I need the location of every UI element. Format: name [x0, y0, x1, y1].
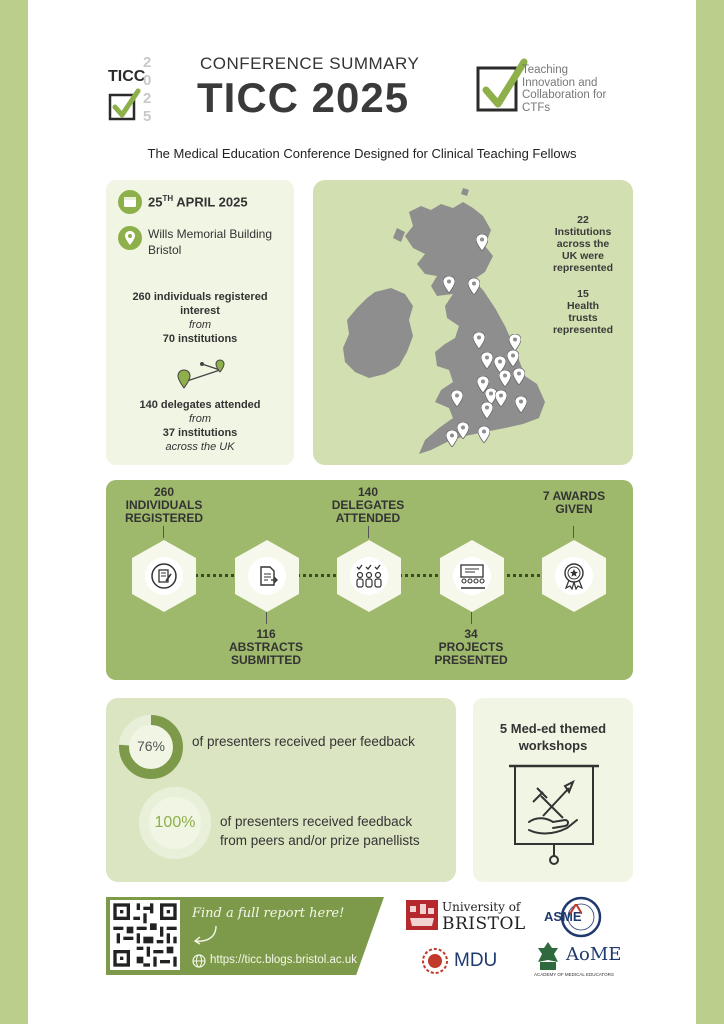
map-pin-icon: [509, 334, 521, 351]
conference-description: The Medical Education Conference Designed for Clinical Teaching Fellows: [147, 146, 577, 161]
ticc-logo: [108, 54, 158, 126]
curved-arrow-icon: [192, 924, 220, 946]
workshops-card: [473, 698, 633, 882]
map-pin-icon: [457, 422, 469, 439]
globe-icon: [192, 954, 206, 968]
qr-code-icon[interactable]: [110, 900, 180, 970]
mdu-text: MDU: [454, 950, 498, 971]
institutions-represented-stat: [545, 214, 621, 274]
logo-digit-4: 5: [143, 108, 152, 125]
map-card: [313, 180, 633, 465]
report-cta[interactable]: Find a full report here!: [192, 906, 345, 921]
tick-line: [471, 612, 472, 624]
timeline-label-awards: [520, 490, 628, 516]
presentation-board-icon: [457, 563, 487, 589]
checkbox-tick-icon: [108, 87, 142, 123]
map-pin-icon: [476, 234, 488, 251]
tick-line: [163, 526, 164, 538]
stat1-line-1: Institutions: [554, 226, 612, 238]
registration-form-icon: [151, 563, 177, 589]
date-month-year: APRIL 2025: [173, 194, 248, 210]
peer-feedback-percent: 76%: [136, 738, 166, 754]
tagline-line-1: Teaching: [522, 64, 569, 76]
bristol-line-1: University of: [442, 900, 521, 914]
map-pin-icon: [499, 370, 511, 387]
timeline-label-projects: [417, 628, 525, 667]
mdu-logo: [422, 946, 506, 978]
map-pin-icon: [507, 350, 519, 367]
tagline-checkbox-icon: [476, 58, 528, 116]
aome-text: AoME: [566, 944, 622, 965]
venue: [148, 226, 272, 258]
timeline-abstracts-number: 116: [256, 627, 276, 641]
bristol-line-2: BRISTOL: [442, 914, 526, 934]
stat1-line-2: across the: [556, 238, 610, 250]
logo-digit-3: 2: [143, 90, 152, 107]
registration-stats: [106, 290, 294, 346]
map-pin-icon: [468, 278, 480, 295]
map-pin-icon: [473, 332, 485, 349]
all-feedback-percent: 100%: [154, 814, 196, 831]
attendance-stats: [106, 398, 294, 454]
health-trusts-stat: [545, 288, 621, 336]
map-pin-icon: [481, 402, 493, 419]
map-pin-icon: [443, 276, 455, 293]
abstract-document-icon: [254, 563, 280, 589]
map-pin-icon: [495, 390, 507, 407]
date-suffix-sup: TH: [162, 194, 174, 203]
peer-feedback-text: of presenters received peer feedback: [192, 734, 415, 749]
event-date: [148, 194, 248, 209]
attended-line-1: 140 delegates attended: [139, 399, 261, 411]
asme-logo: [542, 896, 604, 938]
stat1-line-3: UK were: [561, 250, 604, 262]
stat2-line-1: Health: [566, 300, 600, 312]
venue-line-2: Bristol: [148, 243, 182, 257]
award-medal-icon: [561, 562, 587, 590]
logo-digit-2: 0: [143, 72, 152, 89]
hex-abstracts: [235, 540, 299, 612]
aome-logo: [534, 940, 624, 980]
tick-line: [573, 526, 574, 538]
page-title: TICC 2025: [197, 74, 410, 121]
map-pin-icon: [481, 352, 493, 369]
stat1-number: 22: [577, 214, 589, 226]
hex-delegates: [337, 540, 401, 612]
timeline-attended-line-2: ATTENDED: [335, 511, 401, 525]
calendar-icon: [118, 190, 142, 214]
map-pin-icon: [446, 430, 458, 447]
tagline-logo: [476, 58, 626, 120]
timeline-registered-line-1: INDIVIDUALS: [125, 498, 203, 512]
timeline-label-attended: [314, 486, 422, 525]
institutions-registered: 70 institutions: [162, 333, 238, 345]
timeline-projects-number: 34: [464, 627, 478, 641]
timeline-card: [106, 480, 633, 680]
timeline-projects-line-2: PRESENTED: [434, 653, 508, 667]
stat2-number: 15: [577, 288, 589, 300]
aome-subtext: ACADEMY OF MEDICAL EDUCATORS: [534, 972, 614, 977]
timeline-label-registered: [110, 486, 218, 525]
tagline-line-3: Collaboration for: [522, 89, 607, 101]
map-pin-icon: [515, 396, 527, 413]
timeline-awards-line-1: GIVEN: [555, 502, 593, 516]
stat1-line-4: represented: [552, 262, 614, 274]
tagline-text: [522, 64, 606, 114]
hex-projects: [440, 540, 504, 612]
asme-accent-icon: [570, 904, 582, 914]
delegates-group-icon: [354, 563, 384, 589]
timeline-attended-number: 140: [357, 485, 379, 499]
date-day: 25: [148, 194, 163, 210]
all-feedback-line-2: from peers and/or prize panellists: [220, 833, 420, 848]
tagline-line-2: Innovation and: [522, 76, 598, 89]
all-feedback-line-1: of presenters received feedback: [220, 814, 413, 829]
timeline-registered-line-2: REGISTERED: [124, 511, 203, 525]
info-card: [106, 180, 294, 465]
stat2-line-2: trusts: [568, 312, 598, 324]
workshop-board-icon: [507, 762, 601, 868]
timeline-awards-number: 7 AWARDS: [542, 489, 606, 503]
university-of-bristol-logo: [406, 898, 526, 936]
timeline-attended-line-1: DELEGATES: [331, 498, 405, 512]
map-pin-icon: [478, 426, 490, 443]
timeline-projects-line-1: PROJECTS: [438, 640, 504, 654]
timeline-label-abstracts: [212, 628, 320, 667]
report-url-link[interactable]: https://ticc.blogs.bristol.ac.uk: [210, 954, 358, 966]
timeline-abstracts-line-2: SUBMITTED: [231, 653, 301, 667]
from-label-2: from: [189, 413, 211, 425]
hex-awards: [542, 540, 606, 612]
hex-registered: [132, 540, 196, 612]
institutions-attended: 37 institutions: [162, 427, 238, 439]
all-feedback-text: [220, 812, 420, 850]
conference-subtitle: CONFERENCE SUMMARY: [200, 54, 420, 73]
from-label-1: from: [189, 319, 211, 331]
timeline-registered-number: 260: [153, 485, 175, 499]
venue-line-1: Wills Memorial Building: [148, 227, 273, 241]
asme-text: ASME: [544, 909, 582, 924]
workshops-text: [473, 720, 633, 754]
workshops-line-1: 5 Med-ed themed: [499, 721, 607, 736]
left-border-stripe: [0, 0, 28, 1024]
feedback-card: [106, 698, 456, 882]
registered-line-1: 260 individuals registered: [132, 291, 268, 303]
map-pin-icon: [451, 390, 463, 407]
route-pins-icon: [172, 358, 230, 392]
mdu-emblem-icon: [422, 948, 448, 974]
workshops-line-2: workshops: [518, 738, 588, 753]
tick-line: [368, 526, 369, 538]
across-uk-label: across the UK: [165, 441, 235, 453]
aome-crest-icon: [534, 940, 562, 972]
timeline-abstracts-line-1: ABSTRACTS: [229, 640, 303, 654]
stat2-line-3: represented: [552, 324, 614, 336]
tagline-line-4: CTFs: [522, 101, 551, 114]
ticc-logo-text: TICC: [108, 68, 146, 85]
logo-digit-1: 2: [143, 54, 152, 71]
bristol-crest-icon: [406, 900, 438, 930]
location-pin-icon: [118, 226, 142, 250]
map-pin-icon: [513, 368, 525, 385]
right-border-stripe: [696, 0, 724, 1024]
registered-line-2: interest: [180, 305, 220, 317]
tick-line: [266, 612, 267, 624]
